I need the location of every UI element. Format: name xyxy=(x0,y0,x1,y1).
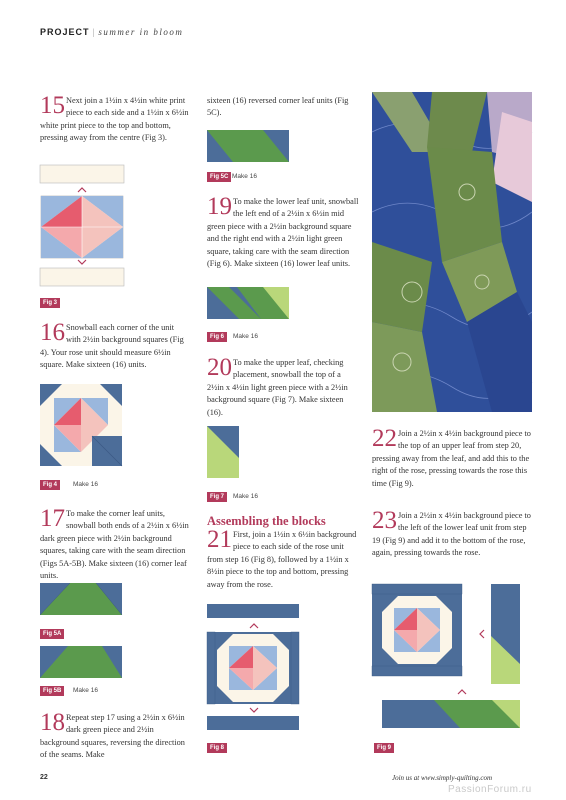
step-number: 21 xyxy=(207,526,232,553)
fig9-diagram xyxy=(372,584,532,736)
step-19 xyxy=(207,193,359,270)
fig6-label: Fig 6 xyxy=(207,332,227,342)
step-text: Next join a 1½in x 4½in white print piece to each side and a 1½in x 6½in white print piece to the top and bottom, pressing away from the centre (Fig 3). xyxy=(40,96,189,143)
fig4-diagram xyxy=(40,384,122,466)
step-text: Join a 2½in x 4½in background piece to the top of an upper leaf from step 20, pressing away from the leaf, and add this to the right of the rose, pressing towards the rose this time (Fig 9). xyxy=(372,429,531,488)
step-23 xyxy=(372,507,532,560)
step-15 xyxy=(40,92,190,145)
fig5c-diagram xyxy=(207,130,289,162)
step-number: 20 xyxy=(207,354,232,381)
section-heading: Assembling the blocks xyxy=(207,514,326,528)
step-text: sixteen (16) reversed corner leaf units (Fig 5C). xyxy=(207,96,349,118)
step-number: 16 xyxy=(40,319,65,346)
fig5b-make: Make 16 xyxy=(73,687,98,694)
step-text: Join a 2½in x 4½in background piece to the left of the lower leaf unit from step 19 (Fig 9) and add it to the bottom of the rose, again, pressing towards the rose. xyxy=(372,511,531,558)
step-21 xyxy=(207,526,359,591)
step-text: To make the corner leaf units, snowball both ends of a 2½in x 6½in dark green piece with 2½in background squares, taking care with the seam direction (Figs 5A-5B). Make sixteen (16) corner leaf units. xyxy=(40,509,189,581)
page-header xyxy=(40,27,183,37)
step-number: 23 xyxy=(372,507,397,534)
fig3-diagram xyxy=(38,160,198,305)
step-20 xyxy=(207,354,359,419)
header-subtitle: summer in bloom xyxy=(98,27,184,37)
header-project: PROJECT xyxy=(40,27,90,37)
header-separator: | xyxy=(92,27,96,37)
quilt-photo xyxy=(372,92,532,412)
footer-site: Join us at www.simply-quilting.com xyxy=(392,774,493,782)
fig5c-label: Fig 5C xyxy=(207,172,231,182)
fig5a-label: Fig 5A xyxy=(40,629,64,639)
fig9-label: Fig 9 xyxy=(374,743,394,753)
fig5a-diagram xyxy=(40,583,122,615)
step-number: 19 xyxy=(207,193,232,220)
step-text: Repeat step 17 using a 2½in x 6½in dark green piece and 2½in background squares, reversing the direction of the seams. Make xyxy=(40,713,185,760)
fig5b-label: Fig 5B xyxy=(40,686,64,696)
fig8-label: Fig 8 xyxy=(207,743,227,753)
watermark: PassionForum.ru xyxy=(448,784,532,795)
fig5b-diagram xyxy=(40,646,122,678)
fig7-diagram xyxy=(207,426,239,478)
fig3-label: Fig 3 xyxy=(40,298,60,308)
fig7-make: Make 16 xyxy=(233,493,258,500)
fig8-diagram xyxy=(207,604,307,739)
step-18 xyxy=(40,709,190,762)
step-number: 15 xyxy=(40,92,65,119)
step-text: To make the lower leaf unit, snowball the left end of a 2½in x 6½in mid green piece with a 2½in background square and the right end with a 2½in light green square, taking care with the seam direction (Fig 6). Make sixteen (16) lower leaf units. xyxy=(207,197,359,269)
fig6-make: Make 16 xyxy=(233,333,258,340)
page-number: 22 xyxy=(40,774,48,781)
step-number: 17 xyxy=(40,505,65,532)
step-18-continued xyxy=(207,95,357,120)
fig5c-make: Make 16 xyxy=(232,173,257,180)
fig7-label: Fig 7 xyxy=(207,492,227,502)
step-text: Snowball each corner of the unit with 2½in background squares (Fig 4). Your rose unit should measure 6½in square. Make sixteen (16) units. xyxy=(40,323,184,370)
step-16 xyxy=(40,319,190,372)
fig4-make: Make 16 xyxy=(73,481,98,488)
step-number: 18 xyxy=(40,709,65,736)
step-text: To make the upper leaf, checking placement, snowball the top of a 2½in x 4½in light green piece with a 2½in background square (Fig 7). Make sixteen (16). xyxy=(207,358,348,417)
step-17 xyxy=(40,505,190,582)
step-text: First, join a 1½in x 6½in background piece to each side of the rose unit from step 16 (Fig 8), followed by a 1½in x 8½in piece to the top and bottom, pressing away from the rose. xyxy=(207,530,357,589)
fig4-label: Fig 4 xyxy=(40,480,60,490)
step-number: 22 xyxy=(372,425,397,452)
step-22 xyxy=(372,425,532,490)
fig6-diagram xyxy=(207,287,289,319)
